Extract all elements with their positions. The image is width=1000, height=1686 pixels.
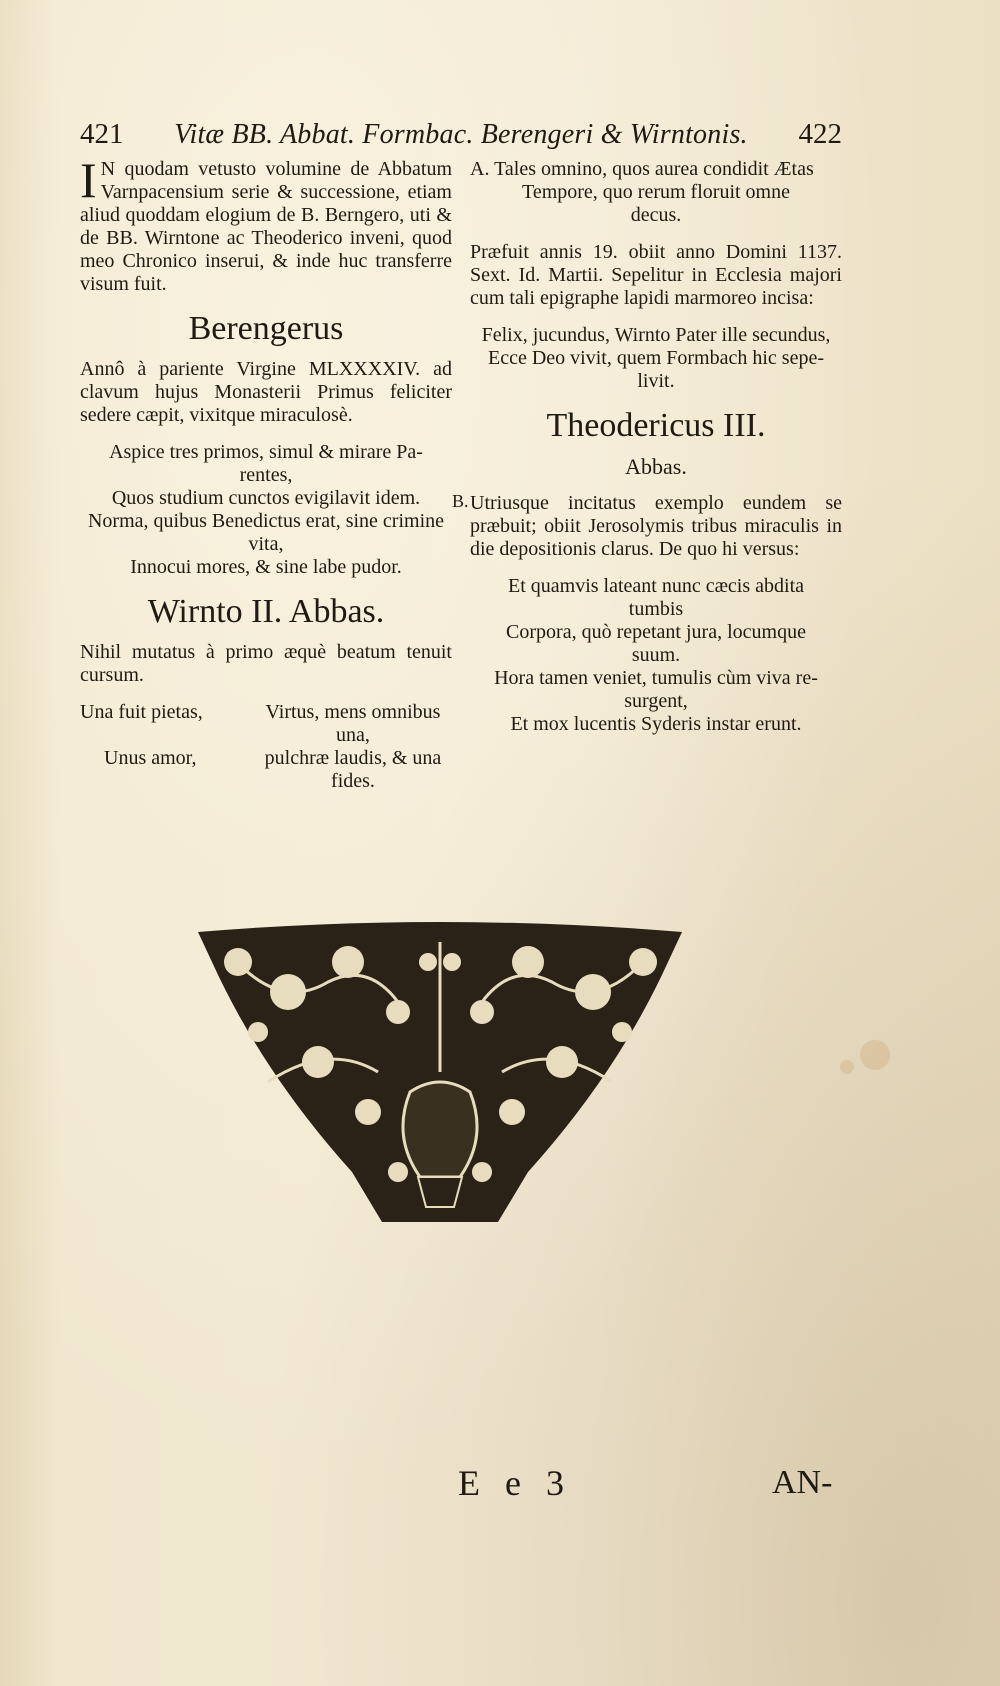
page-number-right: 422 xyxy=(798,118,842,150)
vase-ornament-icon xyxy=(198,922,682,1232)
intro-paragraph: I N quodam vetusto volumine de Abbatum Varnpacensium serie & successione, etiam aliud quoddam elogium de B. Berngero, uti & de BB. Wirntone ac Theoderico inveni, quod meo Chronico inserui, & inde huc transferre visum fuit. xyxy=(80,152,452,295)
verse-line: Et mox lucentis Syderis instar erunt. xyxy=(510,713,802,735)
verse-cell: Una fuit pietas, xyxy=(80,701,203,723)
praefuit-paragraph: Præfuit annis 19. obiit anno Domini 1137. Sext. Id. Martii. Sepelitur in Ecclesia majori cum tali epigraphe lapidi marmoreo incisa: xyxy=(470,241,842,309)
verse-line: Tempore, quo rerum floruit omne xyxy=(522,181,790,203)
heading-berengerus: Berengerus xyxy=(188,310,344,347)
running-header xyxy=(80,118,842,158)
epitaph-verse xyxy=(470,324,842,393)
verse-aetas xyxy=(470,158,842,227)
verse-berengerus xyxy=(80,441,452,579)
wirnto-text: Nihil mutatus à primo æquè beatum tenuit cursum. xyxy=(80,641,452,686)
verse-line: Norma, quibus Benedictus erat, sine crimine vita, xyxy=(87,510,444,555)
marginal-letter: B. xyxy=(452,491,469,511)
wirnto-verse-table xyxy=(80,701,452,793)
verse-line: Aspice tres primos, simul & mirare Pa- xyxy=(109,441,423,463)
verse-cell: Virtus, mens omnibus una, xyxy=(265,701,441,746)
theodericus-text: Utriusque incitatus exemplo eundem se præbuit; obiit Jerosolymis tribus miraculis in die depositionis clarus. De quo hi versus: xyxy=(470,492,842,560)
verse-cell: Unus amor, xyxy=(104,747,197,769)
right-column xyxy=(470,158,842,750)
running-title: Vitæ BB. Abbat. Formbac. Berengeri & Wirntonis. xyxy=(174,119,748,150)
verse-cell: pulchræ laudis, & una fides. xyxy=(264,747,442,792)
verse-line: livit. xyxy=(637,370,675,392)
signature-mark: E e 3 xyxy=(458,1463,572,1503)
verse-line: suum. xyxy=(631,644,681,666)
verse-line: decus. xyxy=(630,204,682,226)
verse-line: Ecce Deo vivit, quem Formbach hic sepe- xyxy=(488,347,824,369)
heading-theodericus: Theodericus III. xyxy=(546,407,766,444)
verse-line: A. Tales omnino, quos aurea condidit Ætas xyxy=(470,158,814,180)
catchword: AN- xyxy=(772,1464,833,1501)
left-column xyxy=(80,152,452,799)
verse-theodericus xyxy=(470,575,842,736)
page-number-left: 421 xyxy=(80,118,124,150)
verse-line: Felix, jucundus, Wirnto Pater ille secundus, xyxy=(481,324,831,346)
stain xyxy=(840,1060,854,1074)
stain xyxy=(860,1040,890,1070)
verse-line: Hora tamen veniet, tumulis cùm viva re- xyxy=(494,667,818,689)
drop-cap: I xyxy=(80,152,97,208)
verse-line: tumbis xyxy=(628,598,684,620)
verse-line: rentes, xyxy=(239,464,293,486)
verse-line: Et quamvis lateant nunc cæcis abdita xyxy=(507,575,805,597)
verse-line: Quos studium cunctos evigilavit idem. xyxy=(111,487,421,509)
verse-line: Corpora, quò repetant jura, locumque xyxy=(506,621,806,643)
heading-wirnto: Wirnto II. Abbas. xyxy=(147,593,385,630)
subheading-abbas: Abbas. xyxy=(625,454,687,479)
verse-line: Innocui mores, & sine labe pudor. xyxy=(130,556,402,578)
verse-line: surgent, xyxy=(624,690,688,712)
berengerus-text: Annô à pariente Virgine MLXXXXIV. ad clavum hujus Monasterii Primus feliciter sedere cæpit, vixitque miraculosè. xyxy=(80,358,452,426)
